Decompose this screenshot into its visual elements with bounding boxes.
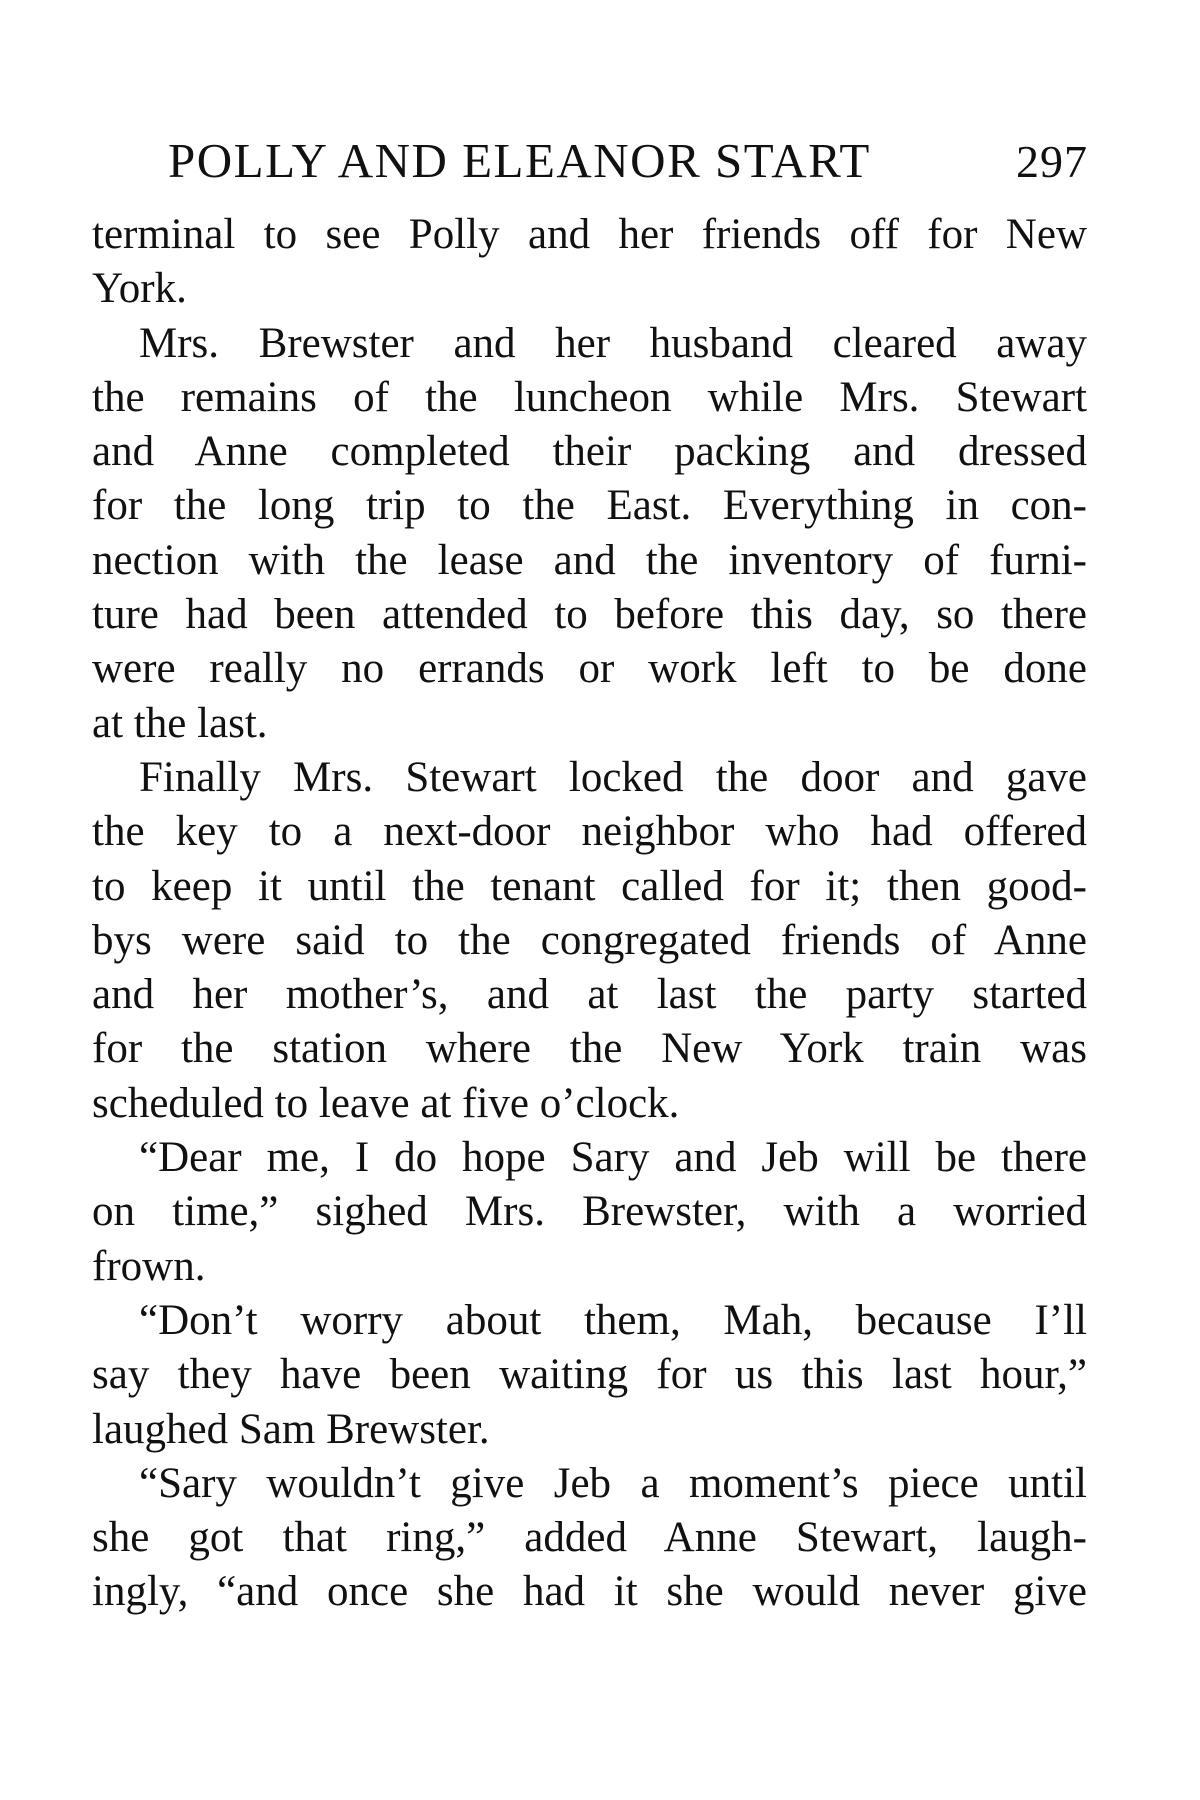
text-line: ture had been attended to before this day, so there (92, 591, 1087, 639)
page-number: 297 (1016, 136, 1088, 187)
text-line: laughed Sam Brewster. (92, 1405, 490, 1453)
text-line: for the long trip to the East. Everything in con- (92, 482, 1087, 530)
text-line: “Dear me, I do hope Sary and Jeb will be there (139, 1134, 1087, 1182)
text-line: say they have been waiting for us this last hour,” (92, 1351, 1087, 1399)
chapter-title: POLLY AND ELEANOR START (168, 133, 871, 188)
body-text (92, 208, 1087, 1620)
text-line: terminal to see Polly and her friends off for New (92, 211, 1087, 258)
text-line: on time,” sighed Mrs. Brewster, with a worried (92, 1188, 1087, 1236)
text-line: ingly, “and once she had it she would never give (92, 1568, 1087, 1616)
text-line: the key to a next-door neighbor who had offered (92, 808, 1087, 856)
text-line: scheduled to leave at five o’clock. (92, 1079, 680, 1127)
text-line: to keep it until the tenant called for it; then good- (92, 862, 1087, 910)
paragraph-6 (92, 1457, 1087, 1620)
text-line: and Anne completed their packing and dressed (92, 428, 1087, 476)
text-line: for the station where the New York train was (92, 1025, 1087, 1073)
text-line: York. (92, 265, 187, 313)
text-line: were really no errands or work left to be done (92, 645, 1087, 693)
running-head (168, 126, 1088, 196)
text-line: and her mother’s, and at last the party started (92, 971, 1087, 1019)
text-line: “Don’t worry about them, Mah, because I’ll (139, 1296, 1087, 1344)
paragraph-4 (92, 1131, 1087, 1294)
text-line: she got that ring,” added Anne Stewart, laugh- (92, 1514, 1087, 1562)
text-line: frown. (92, 1242, 206, 1290)
paragraph-1 (92, 208, 1087, 317)
paragraph-5 (92, 1294, 1087, 1457)
text-line: bys were said to the congregated friends of Anne (92, 916, 1087, 964)
paragraph-2 (92, 317, 1087, 751)
text-line: Mrs. Brewster and her husband cleared away (139, 319, 1087, 367)
text-line: nection with the lease and the inventory of furni- (92, 536, 1087, 584)
text-line: Finally Mrs. Stewart locked the door and gave (139, 753, 1087, 801)
paragraph-3 (92, 751, 1087, 1131)
text-line: at the last. (92, 699, 268, 747)
text-line: the remains of the luncheon while Mrs. Stewart (92, 373, 1087, 421)
text-line: “Sary wouldn’t give Jeb a moment’s piece until (139, 1459, 1087, 1507)
